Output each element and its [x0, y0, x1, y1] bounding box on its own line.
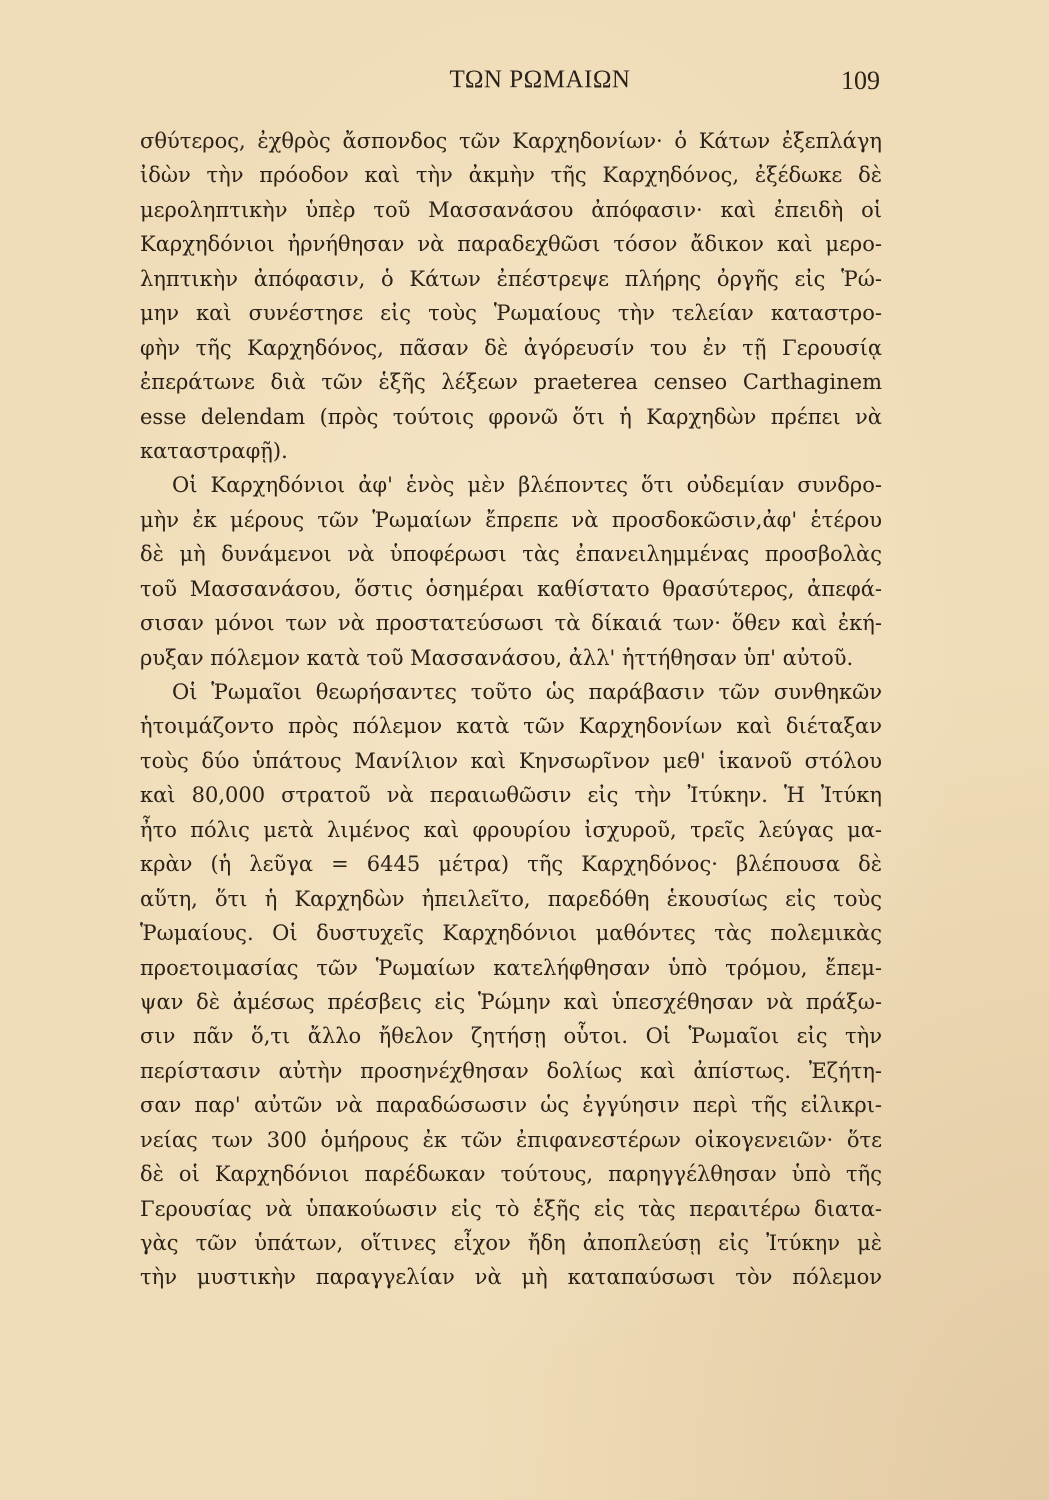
running-title: ΤΩΝ ΡΩΜΑΙΩΝ [449, 66, 631, 93]
text-line: αὕτη, ὅτι ἡ Καρχηδὼν ἠπειλεῖτο, παρεδόθη ἑκουσίως εἰς τοὺς [140, 886, 882, 911]
text-line: Οἱ Ῥωμαῖοι θεωρήσαντες τοῦτο ὡς παράβασιν τῶν συνθηκῶν [172, 680, 882, 704]
text-line: τὴν μυστικὴν παραγγελίαν νὰ μὴ καταπαύσωσι τὸν πόλεμον [140, 1265, 882, 1290]
text-line: γὰς τῶν ὑπάτων, οἵτινες εἶχον ἤδη ἀποπλεύσῃ εἰς Ἰτύκην μὲ [140, 1231, 882, 1255]
text-line: σαν παρ' αὐτῶν νὰ παραδώσωσιν ὡς ἐγγύησιν περὶ τῆς εἰλικρι- [140, 1093, 882, 1118]
text-line: καταστραφῇ). [140, 438, 288, 463]
text-line: Καρχηδόνιοι ἠρνήθησαν νὰ παραδεχθῶσι τόσον ἄδικον καὶ μερο- [140, 232, 882, 257]
text-line: σισαν μόνοι των νὰ προστατεύσωσι τὰ δίκαιά των· ὅθεν καὶ ἐκή- [140, 611, 882, 636]
text-line: δὲ μὴ δυνάμενοι νὰ ὑποφέρωσι τὰς ἐπανειλημμένας προσβολὰς [140, 542, 882, 567]
text-line: esse delendam (πρὸς τούτοις φρονῶ ὅτι ἡ Καρχηδὼν πρέπει νὰ [140, 404, 882, 429]
text-line: μην καὶ συνέστησε εἰς τοὺς Ῥωμαίους τὴν τελείαν καταστρο- [140, 301, 882, 326]
text-line: τοῦ Μασσανάσου, ὅστις ὁσημέραι καθίστατο θρασύτερος, ἀπεφά- [140, 576, 882, 601]
text-line: Οἱ Καρχηδόνιοι ἀφ' ἑνὸς μὲν βλέποντες ὅτι οὐδεμίαν συνδρο- [172, 473, 882, 498]
text-line: κρὰν (ἡ λεῦγα = 6445 μέτρα) τῆς Καρχηδόνος· βλέπουσα δὲ [140, 852, 882, 877]
text-line: ἡτοιμάζοντο πρὸς πόλεμον κατὰ τῶν Καρχηδονίων καὶ διέταξαν [140, 714, 882, 739]
text-line: φὴν τῆς Καρχηδόνος, πᾶσαν δὲ ἀγόρευσίν του ἐν τῇ Γερουσίᾳ [140, 335, 882, 360]
page-header [140, 66, 880, 100]
text-line: νείας των 300 ὁμήρους ἐκ τῶν ἐπιφανεστέρων οἰκογενειῶν· ὅτε [140, 1127, 882, 1152]
text-line: ἰδὼν τὴν πρόοδον καὶ τὴν ἀκμὴν τῆς Καρχηδόνος, ἐξέδωκε δὲ [140, 163, 882, 188]
text-line: καὶ 80,000 στρατοῦ νὰ περαιωθῶσιν εἰς τὴν Ἰτύκην. Ἡ Ἰτύκη [140, 783, 882, 808]
text-line: Ῥωμαίους. Οἱ δυστυχεῖς Καρχηδόνιοι μαθόντες τὰς πολεμικὰς [140, 921, 882, 946]
text-line: ἐπεράτωνε διὰ τῶν ἑξῆς λέξεων praeterea censeo Carthaginem [140, 370, 882, 395]
text-line: δὲ οἱ Καρχηδόνιοι παρέδωκαν τούτους, παρηγγέλθησαν ὑπὸ τῆς [140, 1162, 882, 1187]
text-line: περίστασιν αὐτὴν προσηνέχθησαν δολίως καὶ ἀπίστως. Ἐζήτη- [140, 1058, 882, 1083]
text-line: ἦτο πόλις μετὰ λιμένος καὶ φρουρίου ἰσχυροῦ, τρεῖς λεύγας μα- [140, 817, 882, 842]
text-line: ρυξαν πόλεμον κατὰ τοῦ Μασσανάσου, ἀλλ' ἡττήθησαν ὑπ' αὐτοῦ. [140, 645, 854, 670]
text-line: τοὺς δύο ὑπάτους Μανίλιον καὶ Κηνσωρῖνον μεθ' ἱκανοῦ στόλου [140, 748, 882, 773]
text-line: προετοιμασίας τῶν Ῥωμαίων κατελήφθησαν ὑπὸ τρόμου, ἔπεμ- [140, 955, 882, 980]
text-line: ληπτικὴν ἀπόφασιν, ὁ Κάτων ἐπέστρεψε πλήρης ὀργῆς εἰς Ῥώ- [140, 266, 882, 291]
text-line: Γερουσίας νὰ ὑπακούωσιν εἰς τὸ ἑξῆς εἰς τὰς περαιτέρω διατα- [140, 1196, 882, 1221]
text-line: μὴν ἐκ μέρους τῶν Ῥωμαίων ἔπρεπε νὰ προσδοκῶσιν,ἀφ' ἑτέρου [140, 507, 882, 532]
text-line: μεροληπτικὴν ὑπὲρ τοῦ Μασσανάσου ἀπόφασιν· καὶ ἐπειδὴ οἱ [140, 197, 882, 222]
body-text [140, 124, 882, 1295]
text-line: σθύτερος, ἐχθρὸς ἄσπονδος τῶν Καρχηδονίων· ὁ Κάτων ἐξεπλάγη [140, 129, 882, 153]
text-line: σιν πᾶν ὅ,τι ἄλλο ἤθελον ζητήσῃ οὗτοι. Οἱ Ῥωμαῖοι εἰς τὴν [140, 1024, 882, 1049]
page-number: 109 [841, 66, 880, 95]
text-line: ψαν δὲ ἀμέσως πρέσβεις εἰς Ῥώμην καὶ ὑπεσχέθησαν νὰ πράξω- [140, 989, 882, 1014]
